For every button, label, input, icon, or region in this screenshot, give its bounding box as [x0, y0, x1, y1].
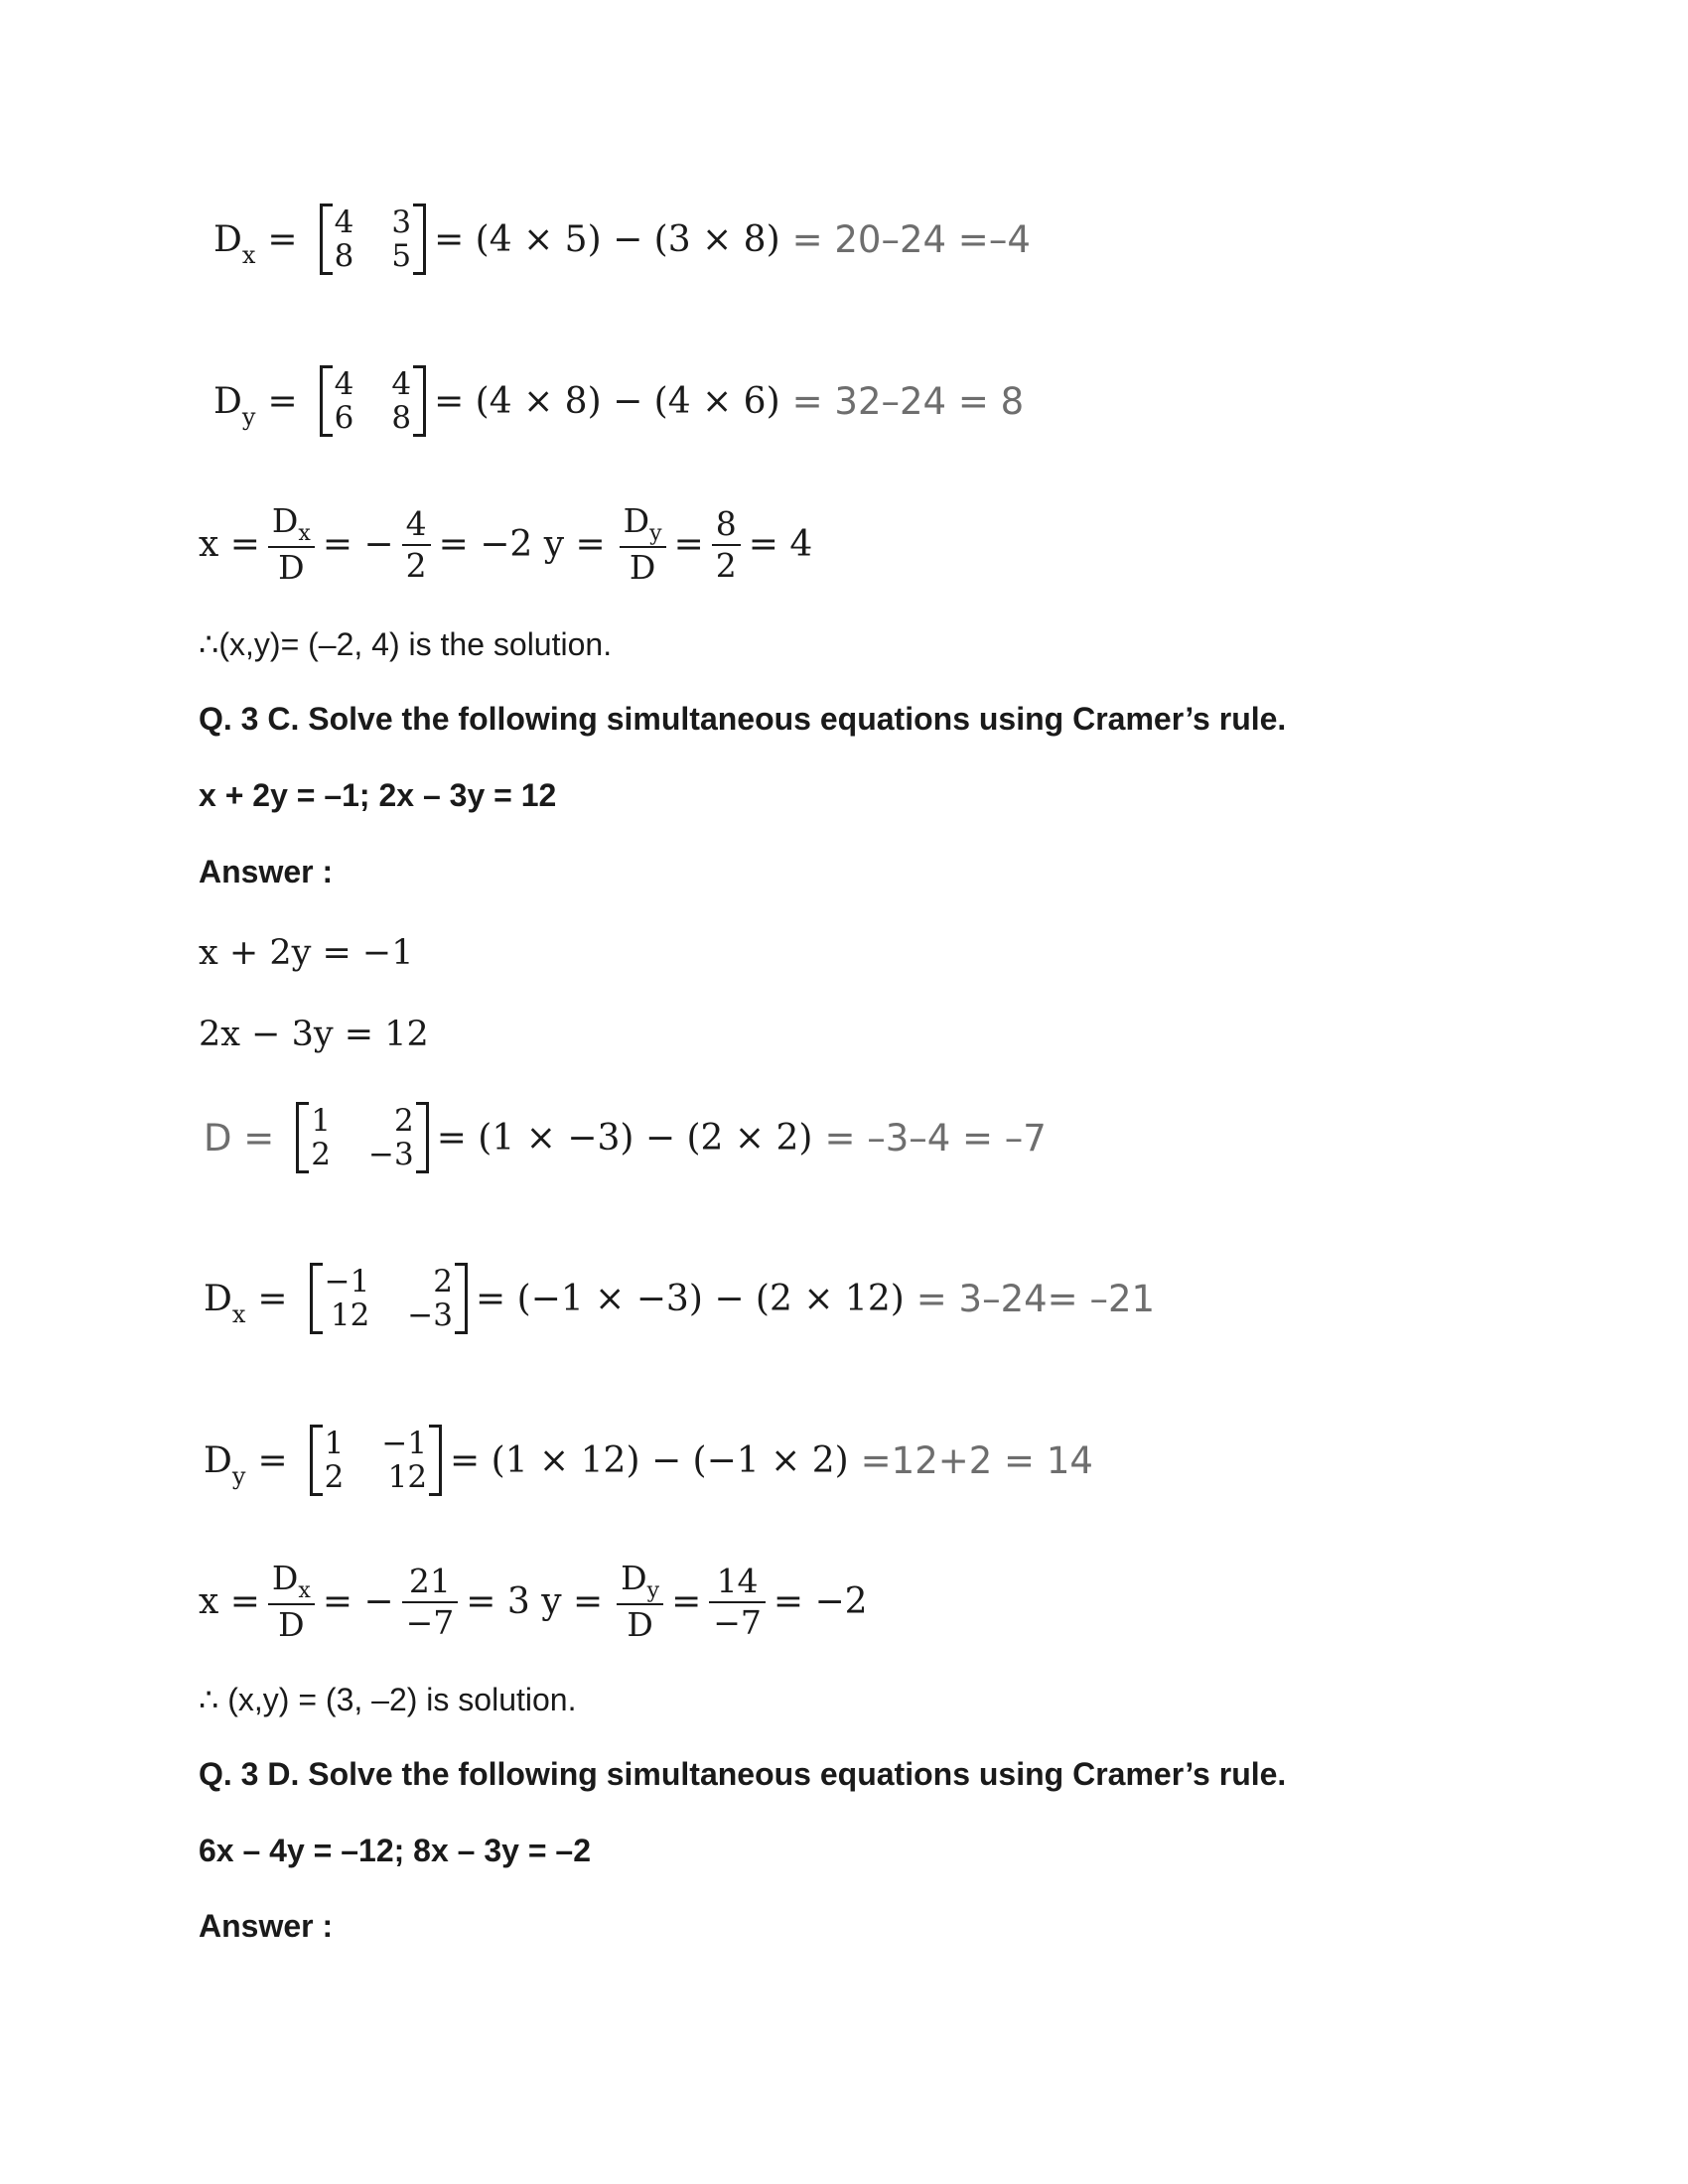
y-fraction: D y D [620, 501, 666, 588]
q3c-dx-label: D x = [204, 1278, 288, 1328]
q3c-dy-label: D y = [204, 1439, 288, 1490]
q3c-equation-1: x + 2y = −1 [199, 933, 414, 973]
d-matrix: 1 2 2 −3 [296, 1102, 428, 1173]
dx-label: D x = [213, 218, 298, 269]
q3d-answer-label: Answer : [199, 1908, 334, 1944]
q3d-equations: 6x – 4y = –12; 8x – 3y = –2 [199, 1833, 591, 1868]
q3c-answer-label: Answer : [199, 854, 334, 889]
q3c-y-fraction: D y D [617, 1559, 663, 1645]
dy-expression: = (4 × 8) − (4 × 6) [434, 380, 780, 422]
y-value-fraction: $\frac{8}{2}$ [712, 504, 741, 586]
q3c-dy-matrix: 1 −1 2 12 [310, 1425, 442, 1496]
d-expression: = (1 × −3) − (2 × 2) [436, 1117, 813, 1159]
dy-result: = 32–24 = 8 [791, 379, 1025, 423]
prev-dx-equation [213, 204, 1031, 275]
q3c-dy-equation [204, 1425, 1093, 1496]
q3c-conclusion: ∴ (x,y) = (3, –2) is solution. [199, 1682, 577, 1717]
dx-expression: = (4 × 5) − (3 × 8) [434, 218, 780, 260]
x-fraction: D x D [268, 501, 315, 588]
q3c-d-equation [204, 1102, 1047, 1173]
q3c-equation-2: 2x − 3y = 12 [199, 1015, 429, 1054]
q3c-dx-matrix: −1 2 12 −3 [310, 1263, 468, 1334]
d-label: D = [204, 1116, 275, 1160]
q3c-title: Q. 3 C. Solve the following simultaneous equations using Cramer’s rule. [199, 701, 1287, 737]
x-value-fraction: $\frac{4}{2}$ [402, 504, 431, 586]
q3c-dy-result: =12+2 = 14 [860, 1438, 1093, 1482]
dx-result: = 20–24 =–4 [791, 217, 1031, 261]
q3c-dx-expression: = (−1 × −3) − (2 × 12) [476, 1278, 905, 1319]
q3c-equations: x + 2y = –1; 2x – 3y = 12 [199, 777, 557, 813]
q3c-x-value-fraction: $\frac{21}{-7}$ [402, 1562, 459, 1643]
prev-dy-equation [213, 365, 1024, 437]
prev-xy-solution: x = D x D = − $\frac{4}{2}$ = −2 y = D y D = $\frac{8}{2}$ = 4 [199, 501, 813, 587]
q3c-y-value-fraction: $\frac{14}{-7}$ [709, 1562, 766, 1643]
q3c-dy-expression: = (1 × 12) − (−1 × 2) [450, 1439, 849, 1481]
q3c-dx-equation [204, 1263, 1155, 1334]
d-result: = –3–4 = –7 [824, 1116, 1047, 1160]
q3d-title: Q. 3 D. Solve the following simultaneous equations using Cramer’s rule. [199, 1756, 1287, 1792]
dy-label: D y = [213, 380, 298, 431]
prev-conclusion: ∴(x,y)= (–2, 4) is the solution. [199, 626, 613, 662]
dy-matrix: 4 4 6 8 [320, 365, 426, 437]
dx-matrix: 4 3 8 5 [320, 204, 426, 275]
q3c-xy-solution: x = D x D = − $\frac{21}{-7}$ = 3 y = D y D = $\frac{14}{-7}$ = −2 [199, 1559, 868, 1644]
q3c-dx-result: = 3–24= –21 [915, 1277, 1156, 1320]
q3c-x-fraction: D x D [268, 1559, 315, 1645]
